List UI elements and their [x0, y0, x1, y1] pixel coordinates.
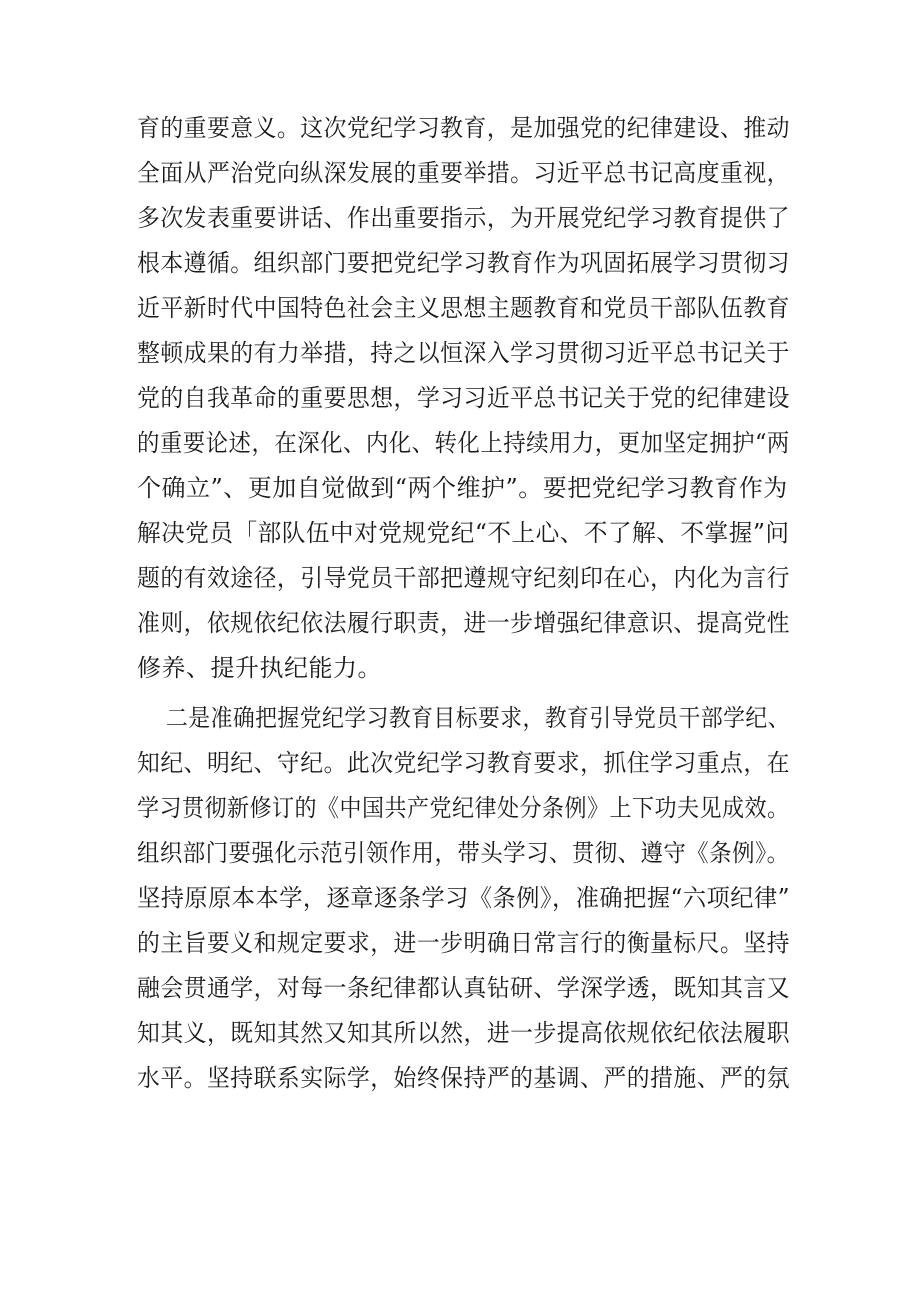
paragraph-2-line-8: 知其义，既知其然又知其所以然，进一步提高依规依纪依法履职	[137, 1019, 791, 1047]
paragraph-1-line-13: 修养、提升执纪能力。	[137, 654, 382, 682]
paragraph-1-line-7: 党的自我革命的重要思想，学习习近平总书记关于党的纪律建设	[137, 384, 791, 412]
paragraph-1-line-11: 题的有效途径，引导党员干部把遵规守纪刻印在心，内化为言行	[137, 564, 791, 592]
paragraph-2-line-2: 知纪、明纪、守纪。此次党纪学习教育要求，抓住学习重点，在	[137, 749, 791, 777]
paragraph-2-line-4: 组织部门要强化示范引领作用，带头学习、贯彻、遵守《条例》。	[137, 839, 790, 867]
paragraph-1-line-4: 根本遵循。组织部门要把党纪学习教育作为巩固拓展学习贯彻习	[137, 249, 791, 277]
paragraph-1-line-1: 育的重要意义。这次党纪学习教育，是加强党的纪律建设、推动	[137, 114, 791, 142]
paragraph-1-line-2: 全面从严治党向纵深发展的重要举措。习近平总书记高度重视，	[137, 159, 791, 187]
paragraph-1-line-9: 个确立”、更加自觉做到“两个维护”。要把党纪学习教育作为	[137, 474, 788, 502]
paragraph-1-line-5: 近平新时代中国特色社会主义思想主题教育和党员干部队伍教育	[137, 294, 791, 322]
paragraph-1-line-6: 整顿成果的有力举措，持之以恒深入学习贯彻习近平总书记关于	[137, 339, 791, 367]
paragraph-1-line-8: 的重要论述，在深化、内化、转化上持续用力，更加坚定拥护“两	[137, 429, 790, 457]
paragraph-1-line-3: 多次发表重要讲话、作出重要指示，为开展党纪学习教育提供了	[137, 204, 791, 232]
paragraph-2-line-3: 学习贯彻新修订的《中国共产党纪律处分条例》上下功夫见成效。	[137, 794, 790, 822]
paragraph-2-line-1: 二是准确把握党纪学习教育目标要求，教育引导党员干部学纪、	[166, 704, 790, 732]
paragraph-2-line-9: 水平。坚持联系实际学，始终保持严的基调、严的措施、严的氛	[137, 1064, 791, 1092]
paragraph-2-line-6: 的主旨要义和规定要求，进一步明确日常言行的衡量标尺。坚持	[137, 929, 791, 957]
paragraph-2-line-5: 坚持原原本本学，逐章逐条学习《条例》，准确把握“六项纪律”	[137, 884, 791, 912]
paragraph-1-line-12: 准则，依规依纪依法履行职责，进一步增强纪律意识、提高党性	[137, 609, 791, 637]
paragraph-2-line-7: 融会贯通学，对每一条纪律都认真钻研、学深学透，既知其言又	[137, 974, 791, 1002]
paragraph-1-line-10: 解决党员「部队伍中对党规党纪“不上心、不了解、不掌握”问	[137, 519, 790, 547]
